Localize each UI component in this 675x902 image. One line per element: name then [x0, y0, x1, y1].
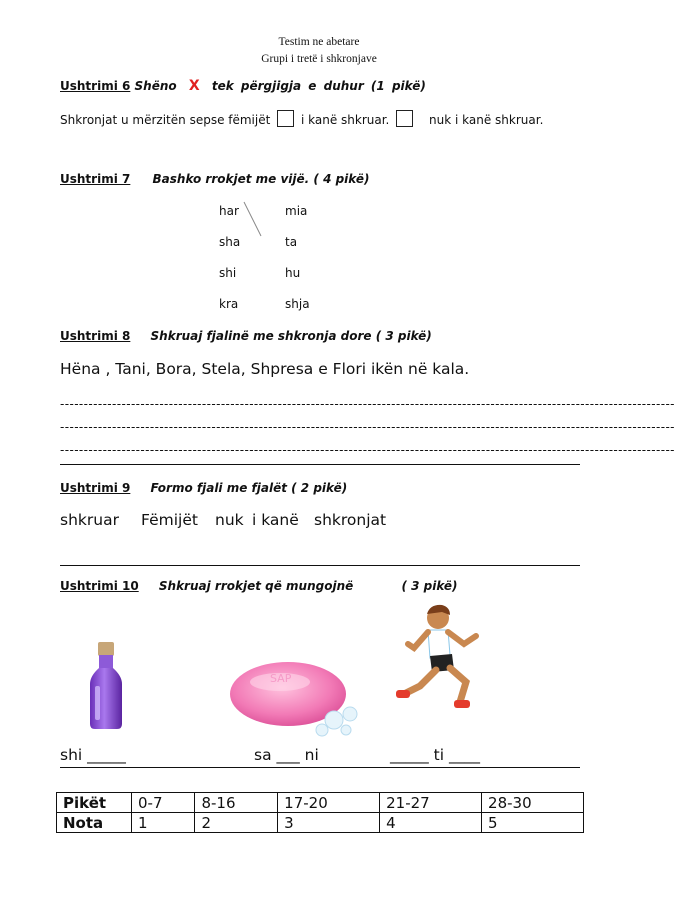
writing-line-3[interactable]: ---------------------------------------------------------------------------------------------------------------------------------- — [60, 443, 675, 457]
answer-checkbox-1[interactable] — [277, 110, 294, 127]
table-cell: 21-27 — [380, 793, 482, 813]
word-4: i kanë — [252, 511, 299, 529]
connecting-line — [240, 198, 270, 243]
exercise-6-text-a: Shkronjat u mërzitën sepse fëmijët — [60, 113, 271, 127]
word-1: shkruar — [60, 511, 119, 529]
syllable-right-3[interactable]: hu — [285, 266, 301, 280]
x-mark-icon: X — [188, 78, 200, 94]
divider — [60, 464, 580, 465]
divider — [60, 767, 580, 768]
word-5: shkronjat — [314, 511, 387, 529]
exercise-8-heading — [60, 329, 432, 343]
syllable-left-1[interactable]: har — [219, 204, 239, 218]
syllable-right-1[interactable]: mia — [285, 204, 308, 218]
blank-bottle[interactable]: shi _____ — [60, 746, 126, 764]
exercise-8-instruction: Shkruaj fjalinë me shkronja dore ( 3 pikë) — [150, 329, 432, 343]
exercise-6-instruction-a: Shëno — [134, 79, 177, 93]
exercise-10-instruction: Shkruaj rrokjet që mungojnë — [158, 579, 354, 593]
table-cell: 8-16 — [195, 793, 278, 813]
page-subtitle: Grupi i tretë i shkronjave — [261, 53, 377, 65]
page-title: Testim ne abetare — [278, 36, 360, 48]
table-cell: 3 — [278, 813, 380, 833]
table-cell: 4 — [380, 813, 482, 833]
table-cell: Pikët — [57, 793, 132, 813]
table-cell: 1 — [132, 813, 195, 833]
writing-line-2[interactable]: ---------------------------------------------------------------------------------------------------------------------------------- — [60, 420, 675, 434]
table-row — [57, 813, 584, 833]
exercise-6-text-b: i kanë shkruar. — [300, 113, 390, 127]
syllable-left-2[interactable]: sha — [219, 235, 241, 249]
exercise-6-sentence — [60, 110, 543, 127]
syllable-right-2[interactable]: ta — [285, 235, 298, 249]
table-cell: 28-30 — [482, 793, 584, 813]
word-2: Fëmijët — [141, 511, 198, 529]
table-row — [57, 793, 584, 813]
syllable-left-3[interactable]: shi — [219, 266, 237, 280]
runner-image — [390, 600, 490, 710]
writing-line-1[interactable]: ---------------------------------------------------------------------------------------------------------------------------------- — [60, 397, 675, 411]
bottle-image — [82, 640, 130, 732]
blank-soap[interactable]: sa ___ ni — [254, 746, 319, 764]
blank-runner[interactable]: _____ ti ____ — [390, 746, 480, 764]
table-cell: 17-20 — [278, 793, 380, 813]
answer-checkbox-2[interactable] — [396, 110, 413, 127]
table-cell: Nota — [57, 813, 132, 833]
table-cell: 5 — [482, 813, 584, 833]
exercise-6-instruction-b: tek përgjigja e duhur (1 pikë) — [211, 79, 426, 93]
word-3: nuk — [215, 511, 244, 529]
exercise-7-instruction: Bashko rrokjet me vijë. ( 4 pikë) — [152, 172, 370, 186]
soap-image — [222, 652, 362, 740]
exercise-8-number: Ushtrimi 8 — [60, 329, 131, 343]
exercise-6-text-c: nuk i kanë shkruar. — [429, 113, 544, 127]
exercise-9-instruction: Formo fjali me fjalët ( 2 pikë) — [150, 481, 348, 495]
syllable-left-4[interactable]: kra — [219, 297, 239, 311]
exercise-10-points: ( 3 pikë) — [401, 579, 458, 593]
syllable-right-4[interactable]: shja — [285, 297, 310, 311]
soap-label: SAP — [270, 672, 292, 685]
exercise-7-number: Ushtrimi 7 — [60, 172, 131, 186]
exercise-10-number: Ushtrimi 10 — [60, 579, 139, 593]
exercise-9-number: Ushtrimi 9 — [60, 481, 131, 495]
grade-table — [56, 792, 584, 833]
exercise-6-number: Ushtrimi 6 — [60, 79, 131, 93]
exercise-10-heading — [60, 579, 458, 593]
exercise-8-sentence: Hëna , Tani, Bora, Stela, Shpresa e Flori ikën në kala. — [60, 360, 470, 378]
exercise-9-heading — [60, 481, 347, 495]
exercise-7-heading — [60, 172, 369, 186]
table-cell: 2 — [195, 813, 278, 833]
exercise-6-heading — [60, 78, 426, 94]
table-cell: 0-7 — [132, 793, 195, 813]
answer-line[interactable] — [60, 565, 580, 566]
